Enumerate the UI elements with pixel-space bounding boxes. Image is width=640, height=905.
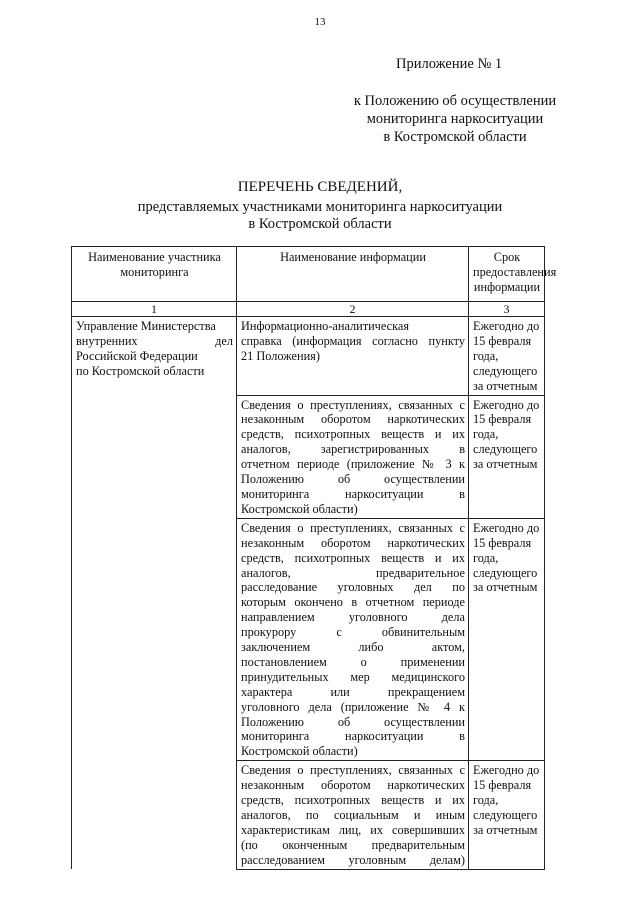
document-title: ПЕРЕЧЕНЬ СВЕДЕНИЙ, xyxy=(237,179,403,195)
reference-line: мониторинга наркоситуации xyxy=(366,111,544,127)
appendix-label: Приложение № 1 xyxy=(396,56,503,72)
participant-line: внутренних дел xyxy=(76,333,233,348)
table-row xyxy=(72,317,545,396)
participant-line: по Костромской области xyxy=(76,363,205,378)
information-line: средств, психотропных веществ и их xyxy=(241,427,465,442)
term-line: следующего xyxy=(473,363,538,378)
term-line: следующего xyxy=(473,565,538,580)
term-line: 15 февраля года, xyxy=(473,535,532,565)
information-line: Сведения о преступлениях, связанных с xyxy=(241,763,465,778)
participant-cell xyxy=(72,518,237,761)
term-cell xyxy=(469,395,545,518)
term-line: за отчетным xyxy=(473,457,538,472)
header-line: Наименование информации xyxy=(280,250,426,264)
term-cell xyxy=(469,317,545,396)
term-cell xyxy=(469,518,545,761)
term-line: 15 февраля года, xyxy=(473,412,532,442)
reference-line: в Костромской области xyxy=(383,129,527,145)
information-line: расследованием уголовным делам) xyxy=(241,852,465,867)
information-cell xyxy=(237,761,469,869)
information-line: направлением уголовного дела xyxy=(241,610,465,625)
information-line: мониторинга наркоситуации в xyxy=(241,486,465,501)
header-line: предоставления xyxy=(473,264,557,279)
information-line: аналогов, предварительное xyxy=(241,565,465,580)
header-line: Срок xyxy=(493,250,521,264)
information-line: незаконным оборотом наркотических xyxy=(241,535,465,550)
header-participant xyxy=(72,247,237,302)
term-line: Ежегодно до xyxy=(473,397,540,412)
information-line: уголовного дела (приложение № 4 к xyxy=(241,699,465,714)
information-line: расследование уголовных дел по xyxy=(241,580,465,595)
term-line: за отчетным xyxy=(473,822,538,837)
page-number: 13 xyxy=(314,16,326,28)
term-line: за отчетным xyxy=(473,378,538,393)
term-line: 15 февраля года, xyxy=(473,778,532,808)
information-line: мониторинга наркоситуации в xyxy=(241,729,465,744)
table-header-row xyxy=(72,247,545,302)
information-line: Костромской области) xyxy=(241,744,358,759)
participant-cell xyxy=(72,395,237,518)
appendix-reference xyxy=(330,92,580,146)
header-information xyxy=(237,247,469,302)
term-line: за отчетным xyxy=(473,580,538,595)
information-line: характера или прекращением xyxy=(241,684,465,699)
information-line: незаконным оборотом наркотических xyxy=(241,778,465,793)
information-table xyxy=(71,246,557,870)
participant-cell xyxy=(72,761,237,869)
participant-line: Российской Федерации xyxy=(76,348,198,363)
table-row xyxy=(72,395,545,518)
information-line: 21 Положения) xyxy=(241,348,320,363)
column-number: 3 xyxy=(469,302,545,317)
term-line: Ежегодно до xyxy=(473,319,540,333)
information-cell xyxy=(237,317,469,396)
information-line: постановлением о применении xyxy=(241,654,465,669)
column-number: 1 xyxy=(72,302,237,317)
reference-line: к Положению об осуществлении xyxy=(353,93,557,109)
information-line: Сведения о преступлениях, связанных с xyxy=(241,520,465,535)
term-line: следующего xyxy=(473,442,538,457)
information-line: характеристикам лиц, их совершивших xyxy=(241,822,465,837)
term-line: 15 февраля года, xyxy=(473,333,532,363)
header-line: информации xyxy=(473,279,541,294)
subtitle-line: представляемых участниками мониторинга наркоситуации xyxy=(137,199,503,215)
term-line: Ежегодно до xyxy=(473,763,540,778)
document-subtitle xyxy=(0,199,640,233)
information-line: Информационно-аналитическая xyxy=(241,319,409,333)
information-line: (по оконченным предварительным xyxy=(241,837,465,852)
table-row xyxy=(72,761,545,869)
column-number-row xyxy=(72,302,545,317)
information-line: принудительных мер медицинского xyxy=(241,669,465,684)
term-line: Ежегодно до xyxy=(473,520,540,535)
information-line: заключением либо актом, xyxy=(241,640,465,655)
header-term xyxy=(469,247,557,302)
information-line: Костромской области) xyxy=(241,501,358,516)
subtitle-line: в Костромской области xyxy=(248,216,392,232)
information-cell xyxy=(237,518,469,761)
header-line: мониторинга xyxy=(120,264,189,279)
participant-cell xyxy=(72,317,237,396)
information-line: средств, психотропных веществ и их xyxy=(241,793,465,808)
information-line: справка (информация согласно пункту xyxy=(241,333,465,348)
information-line: прокурору с обвинительным xyxy=(241,625,465,640)
information-line: средств, психотропных веществ и их xyxy=(241,550,465,565)
participant-line: Управление Министерства xyxy=(76,319,216,333)
information-line: Сведения о преступлениях, связанных с xyxy=(241,397,465,412)
information-line: отчетном периоде (приложение № 3 к xyxy=(241,457,465,472)
term-cell xyxy=(469,761,545,869)
term-line: следующего xyxy=(473,808,538,822)
information-line: незаконным оборотом наркотических xyxy=(241,412,465,427)
information-cell xyxy=(237,395,469,518)
information-line: аналогов, зарегистрированных в xyxy=(241,442,465,457)
information-line: Положению об осуществлении xyxy=(241,472,465,487)
information-line: которым окончено в отчетном периоде xyxy=(241,595,465,610)
table-row xyxy=(72,518,545,761)
information-line: аналогов, по социальным и иным xyxy=(241,808,465,822)
column-number: 2 xyxy=(237,302,469,317)
header-line: Наименование участника xyxy=(88,250,221,264)
information-line: Положению об осуществлении xyxy=(241,714,465,729)
